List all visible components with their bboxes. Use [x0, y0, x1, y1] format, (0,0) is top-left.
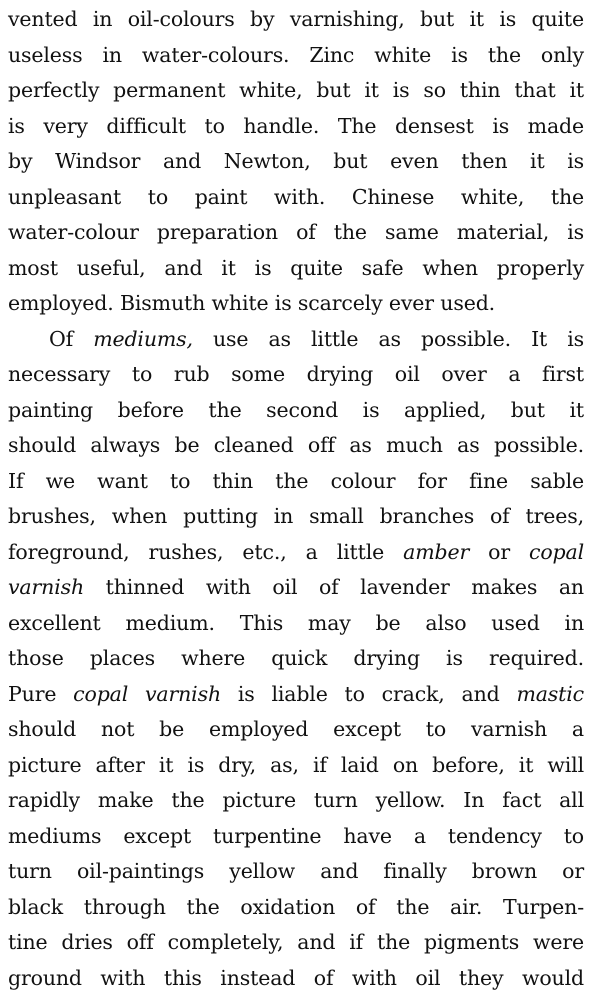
text-line [8, 641, 584, 676]
text-line [8, 606, 584, 641]
text-span: vented in oil-colours by varnishing, but it is quite [8, 7, 584, 31]
text-span: necessary to rub some drying oil over a first [8, 362, 584, 386]
text-span: those places where quick drying is required. [8, 646, 584, 670]
text-line [8, 819, 584, 854]
text-line [8, 961, 584, 996]
text-line [8, 144, 584, 179]
text-span: perfectly permanent white, but it is so thin that it [8, 78, 584, 102]
text-span: is very difficult to handle. The densest is made [8, 113, 584, 138]
text-span: water-colour preparation of the same material, is [8, 220, 584, 244]
text-span: tine dries off completely, and if the pigments were [8, 930, 584, 954]
text-span: by Windsor and Newton, but even then it is [8, 149, 584, 173]
text-line [8, 535, 584, 570]
text-span: should not be employed except to varnish a [8, 717, 584, 741]
text-span: foreground, rushes, etc., a little [8, 539, 404, 564]
text-span: excellent medium. This may be also used in [8, 610, 584, 635]
text-span: Pure [8, 681, 74, 706]
text-line [8, 748, 584, 783]
text-span: rapidly make the picture turn yellow. In fact all [8, 788, 584, 812]
text-line [8, 180, 584, 215]
text-line [8, 464, 584, 499]
text-line [8, 677, 584, 712]
text-line [8, 428, 584, 463]
text-line [8, 783, 584, 818]
text-line [8, 2, 584, 37]
text-span: ground with this instead of with oil they would [8, 965, 584, 990]
text-line [8, 322, 584, 357]
text-span: thinned with oil of lavender makes an [84, 575, 584, 599]
text-span: picture after it is dry, as, if laid on before, it will [8, 752, 584, 777]
text-span: or [469, 539, 530, 564]
text-line [8, 712, 584, 747]
text-span: should always be cleaned off as much as possible. [8, 433, 584, 457]
text-line [8, 38, 584, 73]
text-line [8, 925, 584, 960]
text-line [8, 570, 584, 605]
text-line [8, 393, 584, 428]
italic-term: varnish [8, 575, 85, 599]
text-span: painting before the second is applied, but it [8, 397, 584, 422]
text-span: mediums except turpentine have a tendency to [8, 823, 584, 848]
text-span: useless in water-colours. Zinc white is the only [8, 42, 584, 67]
text-line [8, 499, 584, 534]
italic-term: copal varnish [73, 681, 222, 706]
text-line [8, 251, 584, 286]
italic-term: mastic [516, 681, 584, 706]
text-span: Of [49, 326, 94, 351]
text-span: black through the oxidation of the air. Turpen- [8, 894, 584, 919]
text-line [8, 73, 584, 108]
text-span: most useful, and it is quite safe when properly [8, 255, 584, 280]
text-line [8, 286, 584, 321]
text-line [8, 215, 584, 250]
text-span: employed. Bismuth white is scarcely ever used. [8, 291, 496, 315]
text-span: use as little as possible. It is [192, 326, 584, 351]
text-line [8, 109, 584, 144]
text-span: turn oil-paintings yellow and finally brown or [8, 859, 584, 883]
text-span: unpleasant to paint with. Chinese white, the [8, 184, 584, 209]
text-span: is liable to crack, and [221, 681, 517, 706]
text-span: If we want to thin the colour for fine sable [8, 468, 584, 493]
italic-term: amber [403, 539, 470, 564]
text-span: brushes, when putting in small branches of trees, [8, 504, 584, 528]
text-line [8, 854, 584, 889]
text-line [8, 357, 584, 392]
italic-term: mediums, [93, 326, 193, 351]
italic-term: copal [529, 539, 585, 564]
text-line [8, 890, 584, 925]
